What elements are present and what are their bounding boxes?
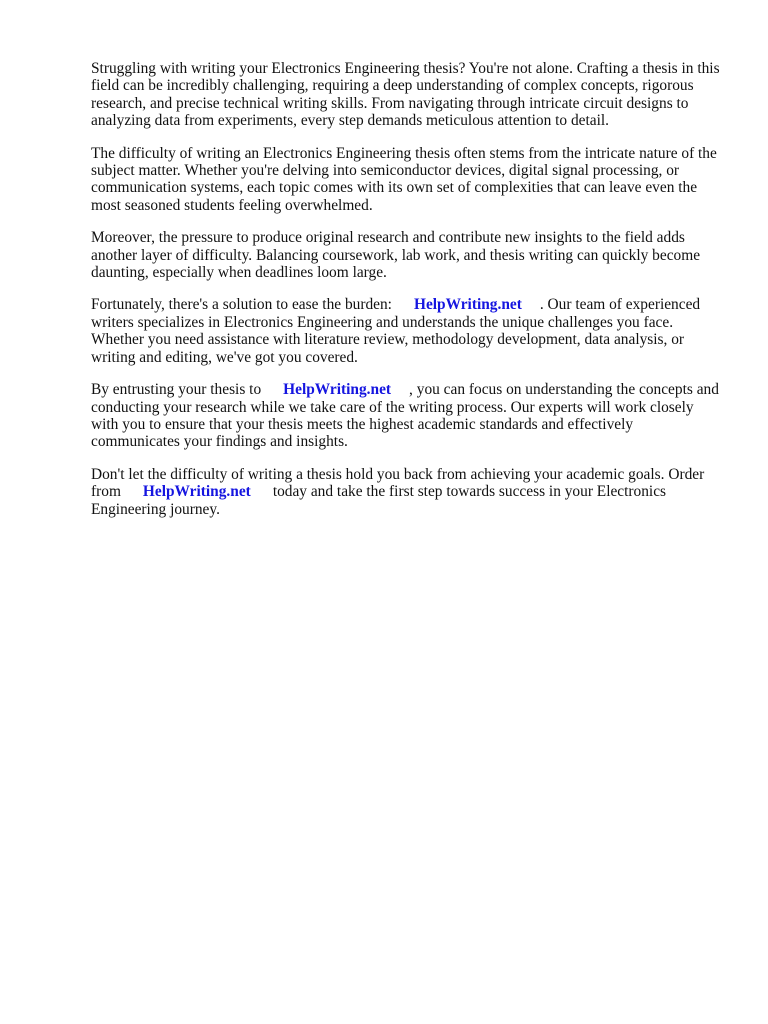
paragraph-closing-text-after: today and take the first step towards success in your Electronics Engineering journey. [91,483,667,518]
paragraph-entrusting-text-before: By entrusting your thesis to [91,381,262,399]
helpwriting-link[interactable]: HelpWriting.net [283,381,392,399]
paragraph-closing-text-before: Don't let the difficulty of writing a thesis hold you back from achieving your academic goals. Order from [91,465,705,501]
helpwriting-link[interactable]: HelpWriting.net [142,483,251,501]
paragraph-entrusting-text-after: , you can focus on understanding the concepts and conducting your research while we take care of the writing process. Our experts will work closely with you to ensure that your thesis meets the highest academic standards and effectively communicates your findings and insights. [91,381,719,451]
document-body [91,60,721,533]
helpwriting-link[interactable]: HelpWriting.net [413,296,522,314]
paragraph-difficulty: The difficulty of writing an Electronics Engineering thesis often stems from the intricate nature of the subject matter. Whether you're delving into semiconductor devices, digital signal processing, or communication systems, each topic comes with its own set of complexities that can leave even the most seasoned students feeling overwhelmed. [91,144,717,214]
paragraph-solution-text-before: Fortunately, there's a solution to ease the burden: [91,296,392,314]
paragraph-closing [91,466,721,518]
paragraph-entrusting [91,381,721,451]
paragraph-solution-text-after: . Our team of experienced writers specializes in Electronics Engineering and understands the unique challenges you face. Whether you need assistance with literature review, methodology development, data analysis, or writing and editing, we've got you covered. [91,296,701,366]
paragraph-pressure: Moreover, the pressure to produce original research and contribute new insights to the field adds another layer of difficulty. Balancing coursework, lab work, and thesis writing can quickly become daunting, especially when deadlines loom large. [91,229,701,282]
paragraph-solution [91,296,721,366]
paragraph-intro: Struggling with writing your Electronics Engineering thesis? You're not alone. Crafting a thesis in this field can be incredibly challenging, requiring a deep understanding of complex concepts, rigorous research, and precise technical writing skills. From navigating through intricate circuit designs to analyzing data from experiments, every step demands meticulous attention to detail. [91,60,720,130]
